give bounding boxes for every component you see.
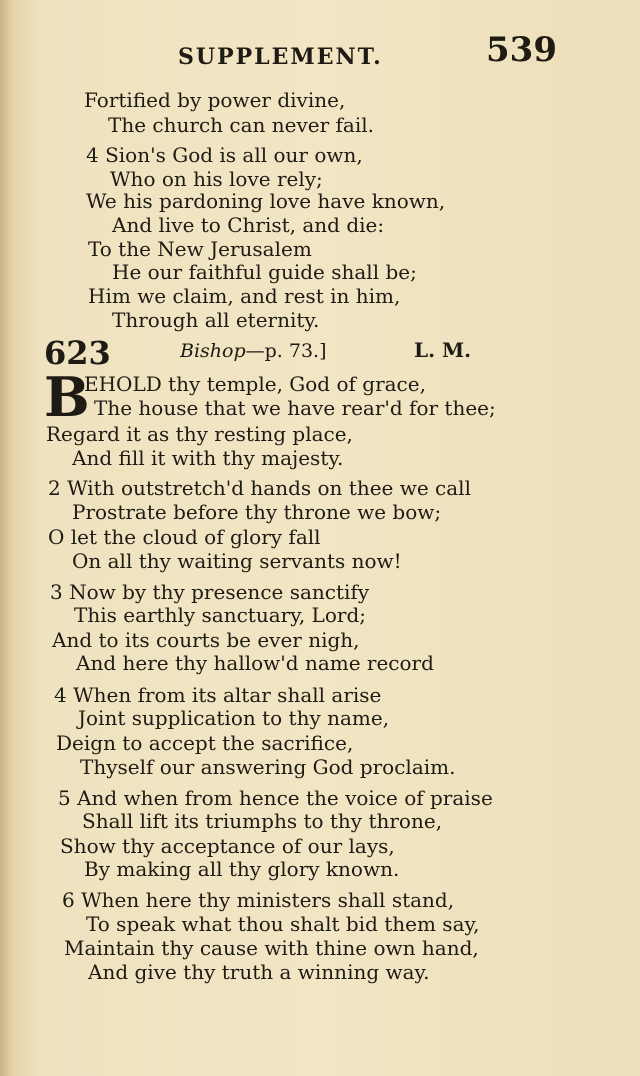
verse-line: By making all thy glory known.	[84, 857, 400, 881]
verse-line: We his pardoning love have known,	[86, 189, 446, 213]
verse-line-first	[84, 372, 426, 396]
hymn-meter: L. M.	[414, 338, 472, 362]
first-line-rest: thy temple, God of grace,	[161, 372, 426, 396]
verse-line: He our faithful guide shall be;	[112, 260, 417, 284]
verse-line: Show thy acceptance of our lays,	[60, 834, 395, 858]
hymn-reference: —p. 73.]	[245, 340, 327, 362]
verse-line: And fill it with thy majesty.	[72, 446, 344, 470]
verse-line: Shall lift its triumphs to thy throne,	[82, 809, 443, 833]
verse-line: 3 Now by thy presence sanctify	[50, 580, 370, 604]
verse-line: And to its courts be ever nigh,	[52, 628, 360, 652]
verse-line: Prostrate before thy throne we bow;	[72, 500, 442, 524]
drop-cap: B	[44, 365, 90, 429]
verse-line: The house that we have rear'd for thee;	[94, 396, 496, 420]
verse-line: And here thy hallow'd name record	[76, 651, 434, 675]
verse-line: 4 Sion's God is all our own,	[86, 143, 363, 167]
verse-line: Maintain thy cause with thine own hand,	[64, 936, 479, 960]
verse-line: Joint supplication to thy name,	[78, 706, 390, 730]
hymn-number: 623	[44, 334, 111, 372]
verse-line: To the New Jerusalem	[88, 237, 312, 261]
verse-line: And give thy truth a winning way.	[88, 960, 430, 984]
verse-line: 4 When from its altar shall arise	[54, 683, 382, 707]
verse-line: Through all eternity.	[112, 308, 320, 332]
verse-line: 6 When here thy ministers shall stand,	[62, 888, 455, 912]
verse-line: This earthly sanctuary, Lord;	[74, 603, 366, 627]
verse-line: Regard it as thy resting place,	[46, 422, 353, 446]
verse-line: Fortified by power divine,	[84, 88, 346, 112]
verse-line: Deign to accept the sacrifice,	[56, 731, 354, 755]
verse-line: 2 With outstretch'd hands on thee we call	[48, 476, 471, 500]
verse-line: To speak what thou shalt bid them say,	[86, 912, 480, 936]
verse-line: On all thy waiting servants now!	[72, 549, 402, 573]
running-header: SUPPLEMENT.	[178, 44, 383, 70]
verse-line: The church can never fail.	[108, 113, 374, 137]
hymn-author: Bishop	[180, 340, 246, 362]
page-number: 539	[486, 30, 557, 70]
verse-line: Him we claim, and rest in him,	[88, 284, 401, 308]
first-word: EHOLD	[84, 372, 162, 396]
verse-line: Thyself our answering God proclaim.	[80, 755, 456, 779]
verse-line: And live to Christ, and die:	[112, 213, 385, 237]
verse-line: 5 And when from hence the voice of praise	[58, 786, 493, 810]
hymn-source	[180, 340, 327, 362]
verse-line: O let the cloud of glory fall	[48, 525, 321, 549]
verse-line: Who on his love rely;	[110, 167, 323, 191]
